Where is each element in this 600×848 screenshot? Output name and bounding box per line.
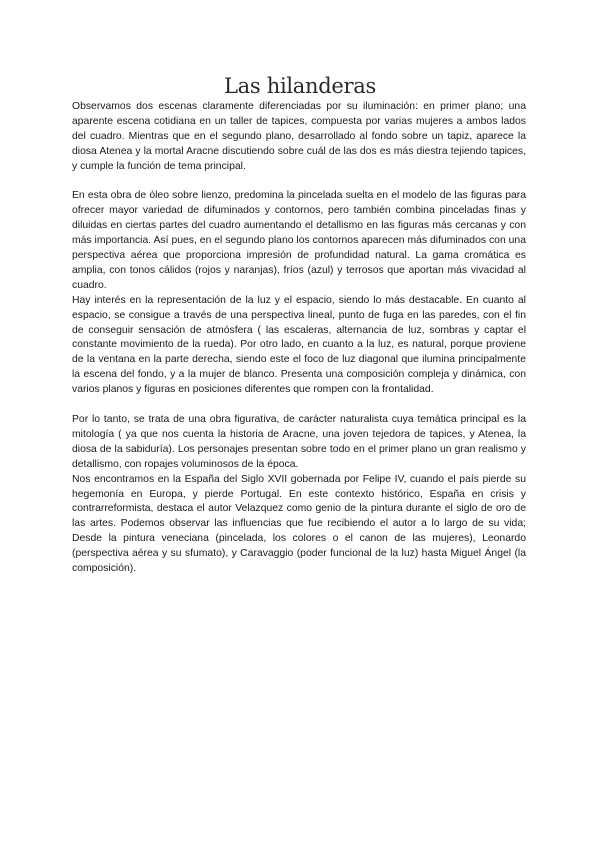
paragraph-theme: Por lo tanto, se trata de una obra figurativa, de carácter naturalista cuya temática principal es la mitología ( ya que nos cuenta la historia de Aracne, una joven tejedora de tapices, y Atenea, la diosa de la sabiduría). Los personajes presentan sobre todo en el primer plano un gran realismo y detallismo, con ropajes voluminosos de la época. bbox=[72, 414, 526, 470]
document-body bbox=[72, 100, 526, 577]
paragraph-light-space: Hay interés en la representación de la luz y el espacio, siendo lo más destacable. En cuanto al espacio, se consigue a través de una perspectiva lineal, punto de fuga en las paredes, con el fin de conseguir sensación de atmósfera ( las escaleras, alternancia de luz, sombras y captar el constante movimiento de la rueda). Por otro lado, en cuanto a la luz, es natural, porque proviene de la ventana en la parte derecha, siendo este el foco de luz diagonal que ilumina principalmente la escena del fondo, y a la mujer de blanco. Presenta una composición compleja y dinámica, con varios planos y figuras en posiciones diferentes que rompen con la frontalidad. bbox=[72, 294, 526, 396]
paragraph-context: Nos encontramos en la España del Siglo XVII gobernada por Felipe IV, cuando el país pierde su hegemonía en Europa, y pierde Portugal. En este contexto histórico, España en crisis y contrarreformista, destaca el autor Velazquez como genio de la pintura durante el siglo de oro de las artes. Podemos observar las influencias que fue recibiendo el autor a lo largo de su vida; Desde la pintura veneciana (pincelada, los colores o el canon de las mujeres), Leonardo (perspectiva aérea y su sfumato), y Caravaggio (poder funcional de la luz) hasta Miguel Ángel (la composición). bbox=[72, 473, 526, 575]
page-title: Las hilanderas bbox=[224, 74, 376, 98]
paragraph-technique: En esta obra de óleo sobre lienzo, predomina la pincelada suelta en el modelo de las figuras para ofrecer mayor variedad de difuminados y contornos, pero también combina pinceladas finas y diluidas en ciertas partes del cuadro aumentando el detallismo en las figuras más cercanas y con más importancia. Así pues, en el segundo plano los contornos aparecen más difuminados con una perspectiva aérea que proporciona impresión de profundidad natural. La gama cromática es amplia, con tonos cálidos (rojos y naranjas), fríos (azul) y terrosos que aportan más vivacidad al cuadro. bbox=[72, 190, 526, 291]
paragraph-intro: Observamos dos escenas claramente diferenciadas por su iluminación: en primer plano; una aparente escena cotidiana en un taller de tapices, compuesta por varias mujeres a ambos lados del cuadro. Mientras que en el segundo plano, desarrollado al fondo sobre un tapiz, aparece la diosa Atenea y la mortal Aracne discutiendo sobre cuál de las dos es más diestra tejiendo tapices, y cumple la función de tema principal. bbox=[72, 101, 526, 172]
